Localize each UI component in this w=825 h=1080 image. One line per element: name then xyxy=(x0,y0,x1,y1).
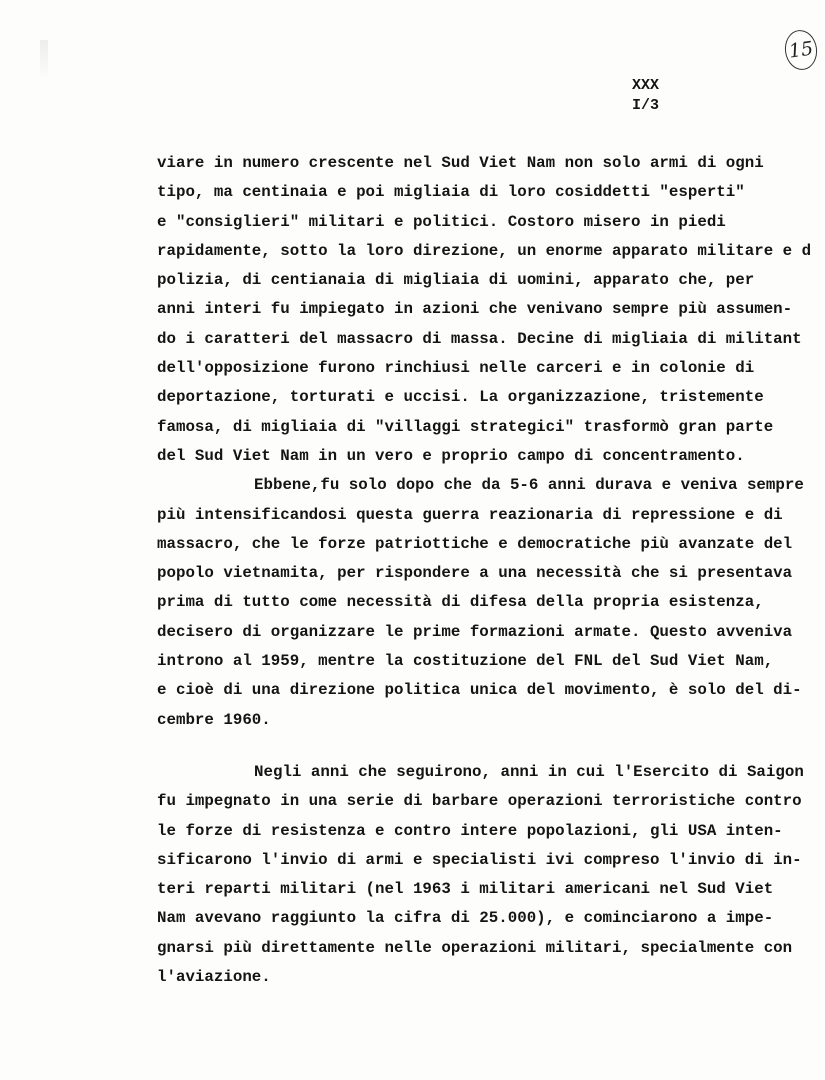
text-line: teri reparti militari (nel 1963 i militari americani nel Sud Viet xyxy=(157,880,774,899)
text-line: sificarono l'invio di armi e specialisti ivi compreso l'invio di in- xyxy=(157,850,802,869)
text-line: più intensificandosi questa guerra reazionaria di repressione e di xyxy=(157,505,783,524)
text-line: le forze di resistenza e contro intere popolazioni, gli USA inten- xyxy=(157,821,783,840)
text-line: do i caratteri del massacro di massa. Decine di migliaia di militant xyxy=(157,329,802,348)
text-line: cembre 1960. xyxy=(157,710,271,729)
text-line: Negli anni che seguirono, anni in cui l'Esercito di Saigon xyxy=(254,762,804,781)
text-line: del Sud Viet Nam in un vero e proprio campo di concentramento. xyxy=(157,446,745,465)
page-smudge xyxy=(40,40,48,80)
text-line: e "consiglieri" militari e politici. Costoro misero in piedi xyxy=(157,212,726,231)
paragraph-3 xyxy=(157,758,817,992)
text-line: anni interi fu impiegato in azioni che venivano sempre più assumen- xyxy=(157,300,793,319)
text-line: dell'opposizione furono rinchiusi nelle carceri e in colonie di xyxy=(157,359,755,378)
text-line: Nam avevano raggiunto la cifra di 25.000), e cominciarono a impe- xyxy=(157,909,774,928)
text-line: polizia, di centianaia di migliaia di uomini, apparato che, per xyxy=(157,271,755,290)
page-number-stamp: 15 xyxy=(782,28,819,72)
text-line: viare in numero crescente nel Sud Viet Nam non solo armi di ogni xyxy=(157,154,764,172)
text-line: rapidamente, sotto la loro direzione, un enorme apparato militare e d xyxy=(157,241,812,260)
paragraph-2 xyxy=(157,471,817,735)
text-line: massacro, che le forze patriottiche e democratiche più avanzate del xyxy=(157,534,793,553)
text-line: decisero di organizzare le prime formazioni armate. Questo avveniva xyxy=(157,622,793,641)
document-body xyxy=(157,149,817,992)
text-line: gnarsi più direttamente nelle operazioni militari, specialmente con xyxy=(157,938,793,957)
text-line: fu impegnato in una serie di barbare operazioni terroristiche contro xyxy=(157,792,802,811)
text-line: Ebbene,fu solo dopo che da 5-6 anni durava e veniva sempre xyxy=(254,476,804,495)
text-line: l'aviazione. xyxy=(157,968,271,987)
text-line: e cioè di una direzione politica unica del movimento, è solo del di- xyxy=(157,681,802,700)
text-line: deportazione, torturati e uccisi. La organizzazione, tristemente xyxy=(157,388,764,407)
text-line: famosa, di migliaia di "villaggi strategici" trasformò gran parte xyxy=(157,417,774,436)
page-header xyxy=(632,76,682,116)
section-number: XXX xyxy=(632,77,660,94)
text-line: popolo vietnamita, per rispondere a una necessità che si presentava xyxy=(157,564,793,583)
text-line: prima di tutto come necessità di difesa della propria esistenza, xyxy=(157,593,764,612)
text-line: tipo, ma centinaia e poi migliaia di loro cosiddetti "esperti" xyxy=(157,183,745,202)
page-reference: I/3 xyxy=(632,97,660,114)
paragraph-gap xyxy=(157,735,817,758)
paragraph-1 xyxy=(157,149,817,471)
text-line: introno al 1959, mentre la costituzione del FNL del Sud Viet Nam, xyxy=(157,652,774,671)
